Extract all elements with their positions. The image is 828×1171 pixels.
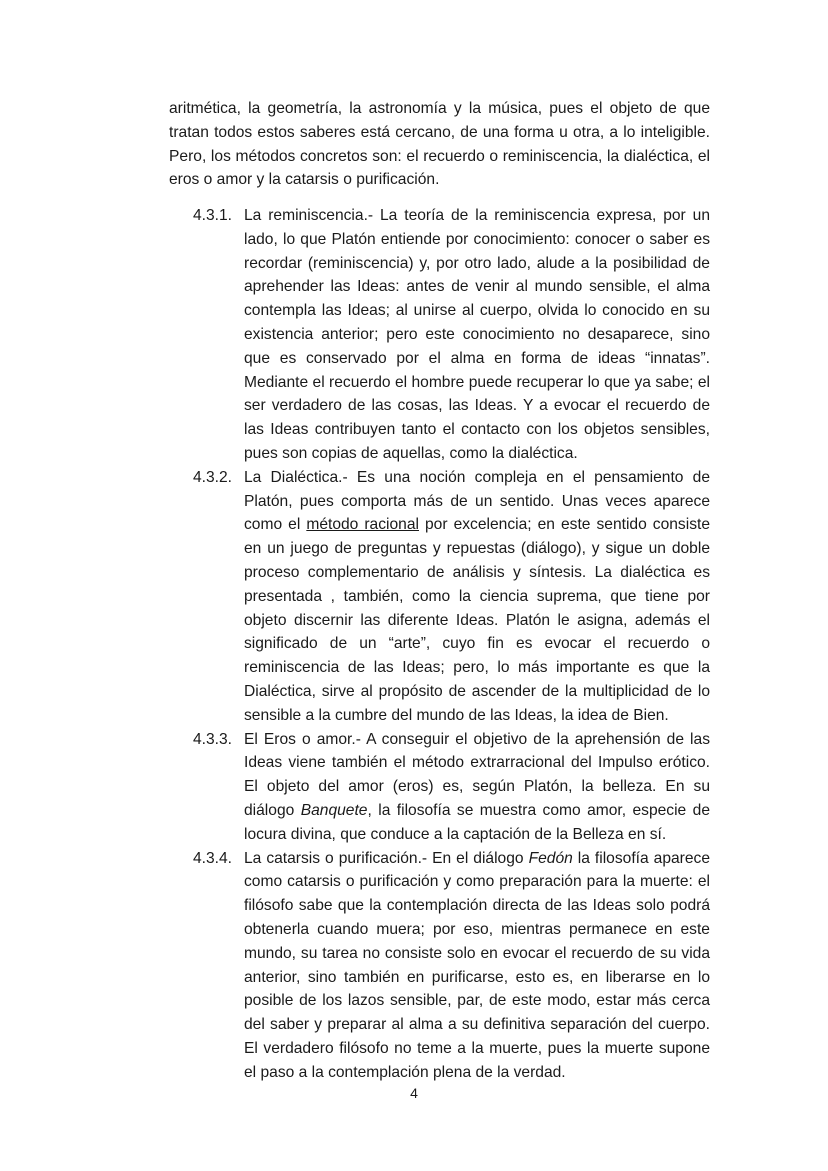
section-number: 4.3.4. xyxy=(193,849,233,867)
section-number: 4.3.1. xyxy=(193,207,233,224)
section-text-part: por excelencia; en este sentido consiste en un juego de preguntas y repuestas (diálogo), y sigue un doble proceso complementario de análisis y síntesis. La dialéctica es presentada , también, como la ciencia suprema, que tiene por objeto discernir las diferente Ideas. Platón le asigna, además el significado de un “arte”, cuyo fin es evocar el recuerdo o reminiscencia de las Ideas; pero, lo más importante es que la Dialéctica, sirve al propósito de ascender de la multiplicidad de lo sensible a la cumbre del mundo de las Ideas, la idea de Bien. xyxy=(244,516,710,724)
section-text-part: la filosofía aparece como catarsis o purificación y como preparación para la muerte: el filósofo sabe que la contemplación directa de las Ideas solo podrá obtenerla cuando muera; por eso, mientras permanece en este mundo, su tarea no consiste solo en evocar el recuerdo de su vida anterior, sino también en purificarse, esto es, en liberarse en lo posible de los lazos sensible, par, de este modo, estar más cerca del saber y preparar al alma a su definitiva separación del cuerpo. El verdadero filósofo no teme a la muerte, pues la muerte supone el paso a la contemplación plena de la verdad. xyxy=(244,849,710,1081)
section-text-part: , la filosofía se muestra como amor, especie de locura divina, que conduce a la captación de la Belleza en sí. xyxy=(244,801,710,843)
section-text-part: La catarsis o purificación.- En el diálogo xyxy=(244,849,529,867)
section-text-part: La Dialéctica.- Es una noción compleja en el pensamiento de Platón, pues comporta más de un sentido. Unas veces aparece como el xyxy=(244,468,710,534)
section-text xyxy=(244,466,710,728)
section-number: 4.3.2. xyxy=(193,468,233,486)
underlined-term: método racional xyxy=(306,516,419,534)
italic-title: Fedón xyxy=(528,849,573,867)
section-text xyxy=(244,847,710,1085)
section-text xyxy=(244,728,710,847)
section-4-3-1 xyxy=(169,204,710,466)
section-4-3-4 xyxy=(169,847,710,1085)
page-number: 4 xyxy=(410,1085,418,1101)
section-4-3-3 xyxy=(169,728,710,847)
methods-list xyxy=(169,204,710,1084)
section-4-3-2 xyxy=(169,466,710,728)
section-number: 4.3.3. xyxy=(193,730,233,748)
section-text: La reminiscencia.- La teoría de la reminiscencia expresa, por un lado, lo que Platón entiende por conocimiento: conocer o saber es recordar (reminiscencia) y, por otro lado, alude a la posibilidad de aprehender las Ideas: antes de venir al mundo sensible, el alma contempla las Ideas; al unirse al cuerpo, olvida lo conocido en su existencia anterior; pero este conocimiento no desaparece, sino que es conservado por el alma en forma de ideas “innatas”. Mediante el recuerdo el hombre puede recuperar lo que ya sabe; el ser verdadero de las cosas, las Ideas. Y a evocar el recuerdo de las Ideas contribuyen tanto el contacto con los objetos sensibles, pues son copias de aquellas, como la dialéctica. xyxy=(244,207,710,462)
section-text-part: El Eros o amor.- A conseguir el objetivo de la aprehensión de las Ideas viene también el método extrarracional del Impulso erótico. El objeto del amor (eros) es, según Platón, la belleza. En su diálogo xyxy=(244,730,710,819)
intro-paragraph: aritmética, la geometría, la astronomía y la música, pues el objeto de que tratan todos estos saberes está cercano, de una forma u otra, a lo inteligible. Pero, los métodos concretos son: el recuerdo o reminiscencia, la dialéctica, el eros o amor y la catarsis o purificación. xyxy=(169,100,710,189)
italic-title: Banquete xyxy=(300,801,368,819)
